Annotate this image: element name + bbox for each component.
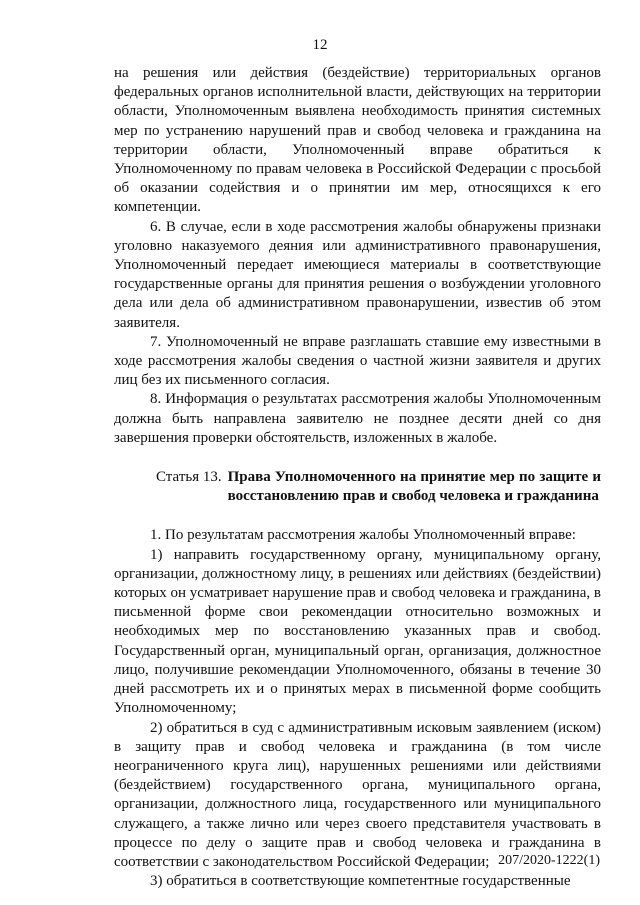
paragraph-subpoint-2: 2) обратиться в суд с административным исковым заявлением (иском) в защиту прав и свобод человека и гражданина (в том числе неограниченного круга лиц), нарушенных решениями или действиями (бездействием) государственного органа, муниципального органа, организации, должностного лица, государственного или муниципального служащего, а также лично или через своего представителя участвовать в процессе по делу о защите прав и свобод человека и гражданина в соответствии с законодательством Российской Федерации;: [114, 719, 601, 870]
paragraph-continuation: на решения или действия (бездействие) территориальных органов федеральных органов исполнительной власти, действующих на территории области, Уполномоченным выявлена необходимость принятия системных мер по устранению нарушений прав и свобод человека и гражданина на территории области, Уполномоченный вправе обратиться к Уполномоченному по правам человека в Российской Федерации с просьбой об оказании содействия и о принятии им мер, относящихся к его компетенции.: [114, 65, 601, 216]
article-number: Статья 13.: [156, 469, 222, 486]
paragraph-item-6: 6. В случае, если в ходе рассмотрения жалобы обнаружены признаки уголовно наказуемого деяния или административного правонарушения, Уполномоченный передает имеющиеся материалы в соответствующие государственные органы для принятия решения о возбуждении уголовного дела или дела об административном правонарушении, известив об этом заявителя.: [114, 218, 601, 331]
spacer: [114, 448, 601, 468]
article-heading: [114, 468, 601, 506]
spacer: [114, 506, 601, 526]
paragraph-item-7: 7. Уполномоченный не вправе разглашать ставшие ему известными в ходе рассмотрения жалобы сведения о частной жизни заявителя и других лиц без их письменного согласия.: [114, 333, 601, 389]
article-title: Права Уполномоченного на принятие мер по защите и восстановлению прав и свобод человека и гражданина: [227, 469, 601, 505]
paragraph-subpoint-3: 3) обратиться в соответствующие компетентные государственные: [150, 873, 571, 890]
document-body: [114, 64, 601, 891]
paragraph-item-8: 8. Информация о результатах рассмотрения жалобы Уполномоченным должна быть направлена заявителю не позднее десяти дней со дня завершения проверки обстоятельств, изложенных в жалобе.: [114, 391, 601, 446]
paragraph-point-1: 1. По результатам рассмотрения жалобы Уполномоченный вправе:: [150, 527, 576, 544]
paragraph-subpoint-1: 1) направить государственному органу, муниципальному органу, организации, должностному лицу, в решениях или действиях (бездействии) которых он усматривает нарушение прав и свобод человека и гражданина, в письменной форме свои рекомендации относительно возможных и необходимых мер по восстановлению указанных прав и свобод. Государственный орган, муниципальный орган, организация, должностное лицо, получившие рекомендации Уполномоченного, обязаны в течение 30 дней рассмотреть их и о принятых мерах в письменной форме сообщить Уполномоченному;: [114, 546, 601, 717]
document-code: 207/2020-1222(1): [498, 853, 600, 868]
page-number: 12: [312, 37, 328, 53]
